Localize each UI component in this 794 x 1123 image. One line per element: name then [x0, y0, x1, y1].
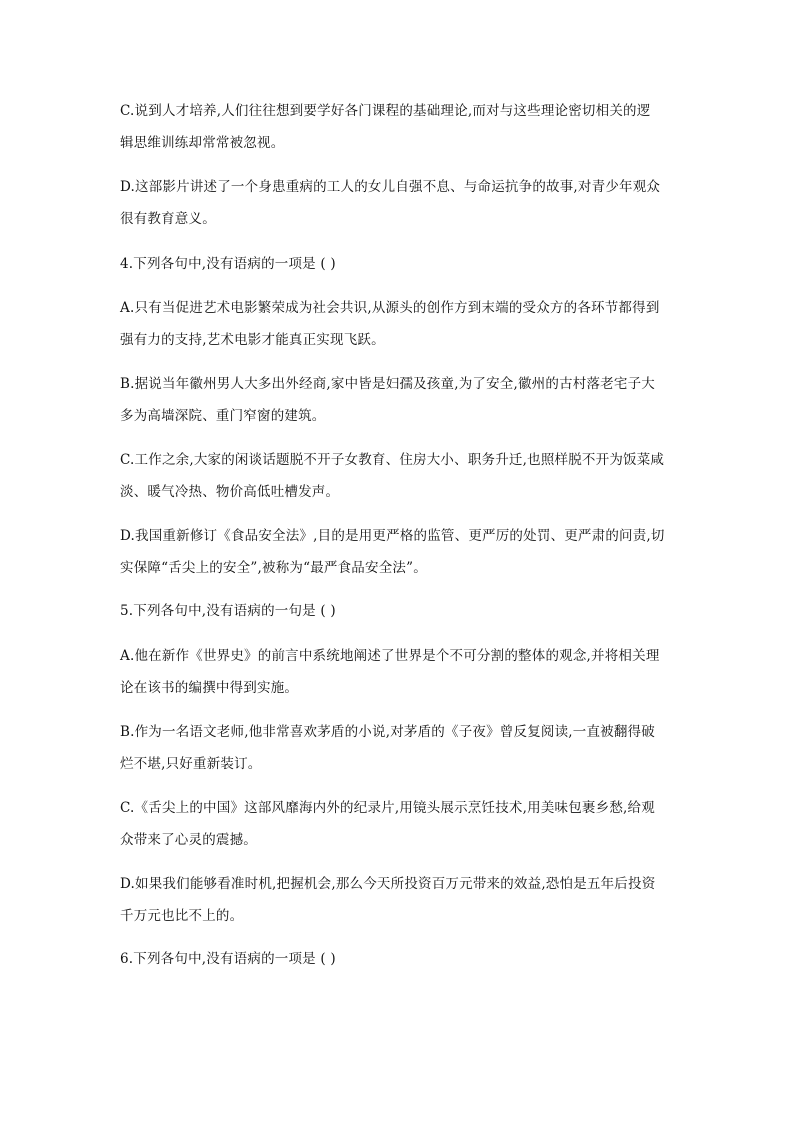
question-5-option-c-line-2: 众带来了心灵的震撼。: [120, 832, 257, 848]
question-5-option-b-line-2: 烂不堪,只好重新装订。: [120, 756, 262, 772]
question-4-stem: 4.下列各句中,没有语病的一项是 ( ): [120, 256, 336, 272]
option-c-line-2: 辑思维训练却常常被忽视。: [120, 135, 285, 151]
question-4-option-c-line-2: 淡、暖气冷热、物价高低吐槽发声。: [120, 484, 340, 500]
question-4-option-c-line-1: C.工作之余,大家的闲谈话题脱不开子女教育、住房大小、职务升迁,也照样脱不开为饭菜咸: [120, 452, 665, 468]
question-5-option-d-line-2: 千万元也比不上的。: [120, 908, 244, 924]
question-5-option-a-line-1: A.他在新作《世界史》的前言中系统地阐述了世界是个不可分割的整体的观念,并将相关理: [120, 648, 660, 664]
question-5-option-a-line-2: 论在该书的编撰中得到实施。: [120, 680, 299, 696]
question-6-stem: 6.下列各句中,没有语病的一项是 ( ): [120, 951, 336, 967]
question-4-option-d-line-2: 实保障“舌尖上的安全”,被称为“最严食品安全法”。: [120, 560, 427, 576]
option-d-line-2: 很有教育意义。: [120, 211, 216, 227]
question-4-option-a-line-1: A.只有当促进艺术电影繁荣成为社会共识,从源头的创作方到末端的受众方的各环节都得到: [120, 300, 660, 316]
question-5-option-b-line-1: B.作为一名语文老师,他非常喜欢茅盾的小说,对茅盾的《子夜》曾反复阅读,一直被翻得破: [120, 724, 655, 740]
option-d-line-1: D.这部影片讲述了一个身患重病的工人的女儿自强不息、与命运抗争的故事,对青少年观众: [120, 179, 661, 195]
question-4-option-b-line-2: 多为高墙深院、重门窄窗的建筑。: [120, 408, 326, 424]
question-4-option-a-line-2: 强有力的支持,艺术电影才能真正实现飞跃。: [120, 332, 385, 348]
question-5-stem: 5.下列各句中,没有语病的一句是 ( ): [120, 603, 336, 619]
option-c-line-1: C.说到人才培养,人们往往想到要学好各门课程的基础理论,而对与这些理论密切相关的逻: [120, 103, 651, 119]
question-4-option-b-line-1: B.据说当年徽州男人大多出外经商,家中皆是妇孺及孩童,为了安全,徽州的古村落老宅子大: [120, 376, 655, 392]
question-4-option-d-line-1: D.我国重新修订《食品安全法》,目的是用更严格的监管、更严厉的处罚、更严肃的问责,切: [120, 528, 665, 544]
question-5-option-d-line-1: D.如果我们能够看准时机,把握机会,那么今天所投资百万元带来的效益,恐怕是五年后投资: [120, 876, 656, 892]
question-5-option-c-line-1: C.《舌尖上的中国》这部风靡海内外的纪录片,用镜头展示烹饪技术,用美味包裹乡愁,给观: [120, 800, 655, 816]
